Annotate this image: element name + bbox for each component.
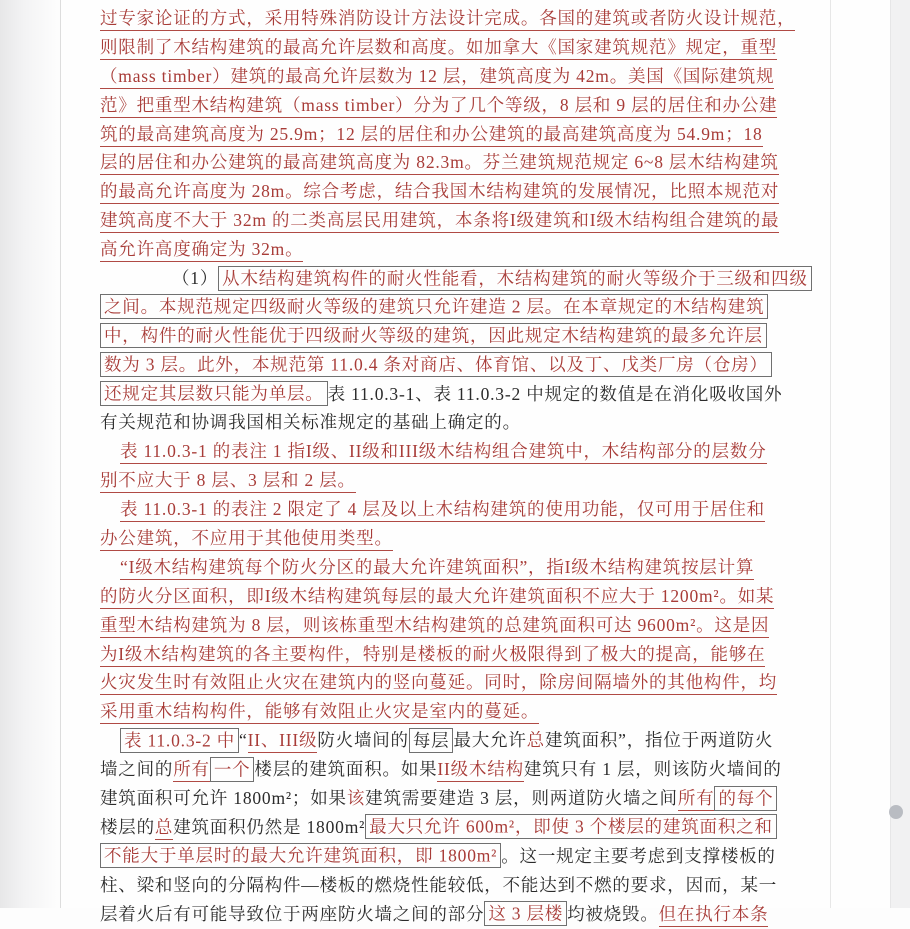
text-line [100,4,840,33]
text-line [100,524,840,553]
text-segment: 建筑只有 1 层，则该防火墙间的 [523,759,782,780]
text-line [100,784,840,813]
text-segment: 重型木结构建筑为 8 层，则该栋重型木结构建筑的总建筑面积可达 9600m²。这是因 [100,615,769,638]
text-segment: 还规定其层数只能为单层。 [100,381,328,406]
text-segment: 建筑面积仍然是 1800m² [173,816,366,837]
text-line [100,466,840,495]
text-segment: （mass timber）建筑的最高允许层数为 12 层，建筑高度为 42m。美国《国际建筑规 [100,66,774,89]
text-line [100,177,840,206]
text-line [100,322,840,351]
text-line [100,62,840,91]
text-segment: 最大只允许 600m²，即使 3 个楼层的建筑面积之和 [365,814,777,839]
text-segment: 之间。本规范规定四级耐火等级的建筑只允许建造 2 层。在本章规定的木结构建筑 [100,294,768,319]
text-segment: 办公建筑，不应用于其他使用类型。 [100,528,393,551]
text-segment: 的防火分区面积，即I级木结构建筑每层的最大允许建筑面积不应大于 1200m²。如某 [100,586,774,609]
text-segment: 采用重木结构构件，能够有效阻止火灾是室内的蔓延。 [100,701,539,724]
text-segment: 从木结构建筑构件的耐火性能看，木结构建筑的耐火等级介于三级和四级 [218,266,812,291]
text-line [100,640,840,669]
text-segment: 表 11.0.3-2 中 [120,728,239,753]
text-segment: 。这一规定主要考虑到支撑楼板的 [501,845,776,866]
text-segment: II、III级 [248,730,318,753]
text-segment: 防火墙间的 [317,730,409,751]
text-segment: 这 3 层楼 [484,901,567,926]
text-segment: 表 11.0.3-1 的表注 1 指I级、II级和III级木结构组合建筑中，木结构部分的层数分 [120,441,767,464]
text-line [100,380,840,409]
text-segment: 数为 3 层。此外，本规范第 11.0.4 条对商店、体育馆、以及丁、戊类厂房（仓房） [100,352,772,377]
text-line [100,668,840,697]
text-segment: 筑的最高建筑高度为 25.9m；12 层的居住和办公建筑的最高建筑高度为 54.9m；18 [100,124,763,147]
text-segment: 的每个 [714,786,777,811]
text-line [100,148,840,177]
text-segment: 建筑高度不大于 32m 的二类高层民用建筑，本条将I级建筑和I级木结构组合建筑的最 [100,210,779,233]
text-line [100,120,840,149]
text-segment: 层着火后有可能导致位于两座防火墙之间的部分 [100,903,485,924]
text-segment: 墙之间的 [100,759,174,780]
text-segment: 范》把重型木结构建筑（mass timber）分为了几个等级，8 层和 9 层的居住和办公建 [100,95,777,118]
text-segment: 楼层的建筑面积。如果 [254,759,438,780]
text-line [100,437,840,466]
text-segment: 不能大于单层时的最大允许建筑面积，即 1800m² [100,843,501,868]
text-segment: 但在执行本条 [659,904,769,927]
text-segment: 建筑面积可允许 1800m²；如果 [100,788,347,809]
text-segment: 总 [526,730,545,751]
text-segment: 最大允许 [453,730,527,751]
text-segment: 层的居住和办公建筑的最高建筑高度为 82.3m。芬兰建筑规范规定 6~8 层木结构建筑 [100,152,779,175]
text-line [100,871,840,900]
text-segment: 所有 [678,788,715,811]
text-segment: 该 [346,788,366,809]
text-segment: 柱、梁和竖向的分隔构件—楼板的燃烧性能较低，不能达到不燃的要求，因而，某一 [100,874,778,895]
text-line [100,842,840,871]
text-line [100,408,840,437]
text-line [100,495,840,524]
text-segment: 的最高允许高度为 28m。综合考虑，结合我国木结构建筑的发展情况，比照本规范对 [100,181,779,204]
text-line [100,611,840,640]
text-line [100,91,840,120]
text-segment: 别不应大于 8 层、3 层和 2 层。 [100,470,356,493]
text-segment: 建筑需要建造 3 层，则两道防火墙之间 [365,788,678,809]
text-segment: 所有 [173,759,210,782]
text-segment: 火灾发生时有效阻止火灾在建筑内的竖向蔓延。同时，除房间隔墙外的其他构件，均 [100,672,777,695]
text-line [100,726,840,755]
text-segment: （1） [172,268,219,289]
text-line [100,697,840,726]
text-segment: 一个 [210,757,255,782]
text-line [100,293,840,322]
text-segment: 有关规范和协调我国相关标准规定的基础上确定的。 [100,412,521,433]
text-segment: 每层 [409,728,454,753]
text-line [100,755,840,784]
text-line [100,582,840,611]
page-gutter-left [0,0,61,908]
text-line [100,33,840,62]
text-segment: “I级木结构建筑每个防火分区的最大允许建筑面积”，指I级木结构建筑按层计算 [120,557,754,580]
text-line [100,235,840,264]
text-line [100,553,840,582]
text-line [100,900,840,929]
text-segment: 表 11.0.3-1 的表注 2 限定了 4 层及以上木结构建筑的使用功能，仅可用于居住和 [120,499,765,522]
text-segment: 为I级木结构建筑的各主要构件，特别是楼板的耐火极限得到了极大的提高，能够在 [100,644,765,667]
text-segment: 楼层的 [100,816,155,837]
text-line [100,264,840,293]
text-segment: “ [239,730,248,751]
text-segment: 则限制了木结构建筑的最高允许层数和高度。如加拿大《国家建筑规范》规定，重型 [100,37,777,60]
text-segment: II级木结构 [437,759,523,782]
text-line [100,351,840,380]
page-gutter-right[interactable] [890,0,910,908]
text-area [100,4,840,929]
text-segment: 均被烧毁。 [567,903,659,924]
text-segment: 中，构件的耐火性能优于四级耐火等级的建筑，因此规定木结构建筑的最多允许层 [100,323,767,348]
scroll-indicator-dot[interactable] [889,805,903,819]
text-line [100,813,840,842]
text-segment: 表 11.0.3-1、表 11.0.3-2 中规定的数值是在消化吸收国外 [327,383,783,404]
text-segment: 建筑面积”，指位于两道防火 [544,730,774,751]
text-line [100,206,840,235]
text-segment: 过专家论证的方式，采用特殊消防设计方法设计完成。各国的建筑或者防火设计规范， [100,8,795,31]
text-segment: 高允许高度确定为 32m。 [100,239,303,262]
text-segment: 总 [155,817,173,840]
